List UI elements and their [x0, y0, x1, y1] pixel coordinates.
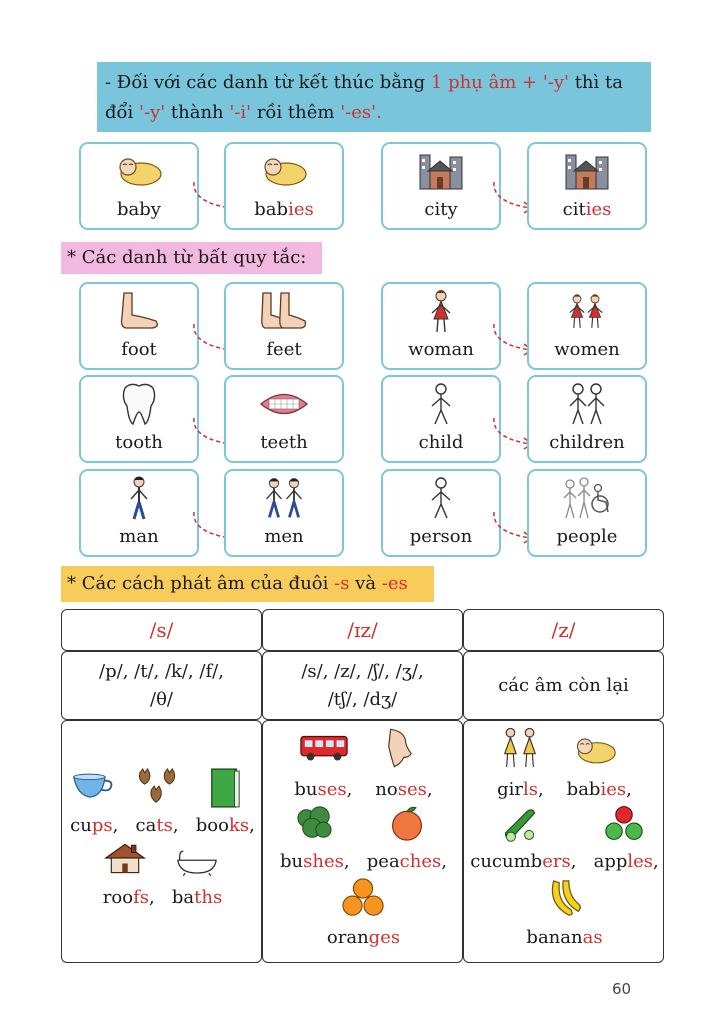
card-word: city — [424, 199, 458, 220]
suffix-s: -s — [334, 573, 350, 594]
rule-text: - Đối với các danh từ kết thúc bằng — [105, 72, 431, 93]
pronunciation-banner — [61, 566, 434, 602]
word-stem: banan — [526, 927, 583, 948]
word-stem: roo — [102, 887, 134, 908]
word-stem: cu — [70, 815, 92, 836]
word-tail: , — [626, 779, 632, 800]
word-stem: cucumb — [470, 851, 543, 872]
card-people — [527, 469, 647, 557]
card-word: foot — [121, 339, 157, 360]
city-icon — [564, 151, 610, 191]
rule-text: thì ta — [568, 72, 623, 93]
word-tail: , — [112, 815, 119, 836]
card-men — [224, 469, 344, 557]
word-suffix: ks — [228, 815, 250, 836]
word-tail: , — [249, 815, 255, 836]
word-suffix: les — [627, 851, 654, 872]
apples-icon — [604, 803, 644, 843]
pronunciation-table — [61, 609, 664, 963]
card-word: man — [119, 526, 159, 547]
examples-line-1 — [263, 779, 464, 800]
examples-line-1 — [464, 779, 665, 800]
word-tail: , — [172, 815, 179, 836]
header-iz: /ɪz/ — [262, 609, 463, 651]
card-word — [226, 199, 342, 220]
examples-line-1 — [62, 815, 263, 836]
card-word: women — [554, 339, 620, 360]
word-stem: cit — [562, 199, 586, 220]
word-suffix: ps — [91, 815, 113, 836]
card-city — [381, 142, 501, 230]
examples-s — [61, 720, 262, 963]
word-tail: , — [653, 851, 659, 872]
card-feet — [224, 282, 344, 370]
word-suffix: ges — [368, 927, 401, 948]
rule-s — [61, 651, 262, 720]
rule-text: đổi — [105, 102, 140, 123]
examples-line-3 — [263, 927, 464, 948]
card-word: men — [264, 526, 304, 547]
rule-highlight: '-es'. — [340, 102, 382, 123]
word-tail: , — [426, 779, 433, 800]
person-icon — [428, 476, 454, 520]
card-tooth — [79, 375, 199, 463]
word-stem: bab — [566, 779, 601, 800]
men-icon — [262, 476, 306, 520]
examples-z — [463, 720, 664, 963]
cup-icon — [70, 771, 116, 803]
rule-z — [463, 651, 664, 720]
header-s: /s/ — [61, 609, 262, 651]
banner-text: * Các cách phát âm của đuôi — [67, 573, 335, 594]
examples-line-2 — [464, 851, 665, 872]
word-stem: boo — [195, 815, 229, 836]
word-stem: no — [375, 779, 398, 800]
word-suffix: ies — [600, 779, 627, 800]
foot-icon — [114, 291, 164, 331]
roof-icon — [104, 841, 146, 875]
card-foot — [79, 282, 199, 370]
word-tail: , — [148, 887, 155, 908]
people-icon — [562, 476, 612, 520]
card-babies — [224, 142, 344, 230]
rule-text: thành — [165, 102, 230, 123]
rule-line: /tʃ/, /dʒ/ — [327, 688, 398, 710]
examples-iz — [262, 720, 463, 963]
word-suffix: ches — [399, 851, 442, 872]
rule-iz — [262, 651, 463, 720]
women-icon — [565, 289, 609, 333]
word-tail: , — [538, 779, 544, 800]
cucumber-icon — [500, 805, 540, 843]
girls-icon — [500, 727, 540, 769]
card-word: people — [556, 526, 618, 547]
man-icon — [126, 476, 152, 520]
card-baby — [79, 142, 199, 230]
word-suffix: ses — [397, 779, 427, 800]
word-suffix: as — [582, 927, 603, 948]
card-word: person — [409, 526, 473, 547]
card-word: children — [549, 432, 625, 453]
word-stem: bu — [294, 779, 318, 800]
word-tail: , — [441, 851, 447, 872]
header-z: /z/ — [463, 609, 664, 651]
word-suffix: ses — [317, 779, 347, 800]
baby-icon — [572, 733, 618, 767]
word-stem: bab — [254, 199, 289, 220]
rule-line: /θ/ — [150, 688, 173, 710]
teeth-icon — [259, 389, 309, 419]
word-suffix: ies — [288, 199, 314, 220]
rule-line: /p/, /t/, /k/, /f/, — [99, 660, 224, 682]
word-stem: ca — [135, 815, 157, 836]
word-stem: gir — [497, 779, 524, 800]
rule-line-2 — [105, 98, 643, 128]
rule-line: /s/, /z/, /ʃ/, /ʒ/, — [301, 660, 424, 682]
children-icon — [567, 382, 607, 426]
card-women — [527, 282, 647, 370]
baby-icon — [114, 153, 164, 189]
page-number: 60 — [612, 980, 632, 998]
peach-icon — [389, 803, 425, 843]
word-suffix: ies — [585, 199, 612, 220]
word-stem: app — [593, 851, 628, 872]
cats-icon — [136, 767, 180, 807]
word-suffix: ers — [542, 851, 571, 872]
bush-icon — [295, 805, 333, 843]
word-suffix: fs — [133, 887, 149, 908]
card-word: feet — [266, 339, 302, 360]
rule-text: rồi thêm — [251, 102, 341, 123]
bananas-icon — [546, 877, 584, 919]
card-woman — [381, 282, 501, 370]
irregular-banner: * Các danh từ bất quy tắc: — [61, 242, 322, 274]
rule-line-1 — [105, 68, 643, 98]
rule-line: các âm còn lại — [498, 674, 629, 696]
card-man — [79, 469, 199, 557]
card-child — [381, 375, 501, 463]
suffix-es: -es — [381, 573, 408, 594]
word-suffix: ls — [523, 779, 539, 800]
word-tail: , — [343, 851, 350, 872]
card-teeth — [224, 375, 344, 463]
card-word: baby — [117, 199, 161, 220]
rule-highlight: 1 phụ âm + '-y' — [430, 72, 569, 93]
word-stem: oran — [326, 927, 369, 948]
word-tail: , — [570, 851, 577, 872]
banner-text: và — [349, 573, 382, 594]
word-suffix: ts — [156, 815, 173, 836]
city-icon — [418, 151, 464, 191]
baby-icon — [259, 153, 309, 189]
card-word: woman — [408, 339, 474, 360]
word-stem: ba — [171, 887, 195, 908]
bathtub-icon — [176, 849, 218, 877]
woman-icon — [426, 289, 456, 333]
word-stem: pea — [366, 851, 400, 872]
card-word: tooth — [115, 432, 163, 453]
tooth-icon — [119, 382, 159, 426]
card-person — [381, 469, 501, 557]
word-stem: bu — [280, 851, 304, 872]
rule-highlight: '-i' — [229, 102, 252, 123]
book-icon — [208, 767, 242, 809]
card-word — [529, 199, 645, 220]
examples-line-2 — [263, 851, 464, 872]
rule-highlight: '-y' — [139, 102, 166, 123]
card-cities — [527, 142, 647, 230]
card-children — [527, 375, 647, 463]
card-word: teeth — [260, 432, 308, 453]
examples-line-3 — [464, 927, 665, 948]
rule-banner — [97, 62, 651, 132]
card-word: child — [418, 432, 464, 453]
word-suffix: ths — [194, 887, 223, 908]
word-suffix: shes — [303, 851, 344, 872]
nose-icon — [385, 727, 413, 769]
bus-icon — [299, 733, 349, 763]
child-icon — [428, 382, 454, 426]
feet-icon — [259, 291, 309, 331]
oranges-icon — [341, 877, 385, 919]
examples-line-2 — [62, 887, 263, 908]
word-tail: , — [346, 779, 353, 800]
